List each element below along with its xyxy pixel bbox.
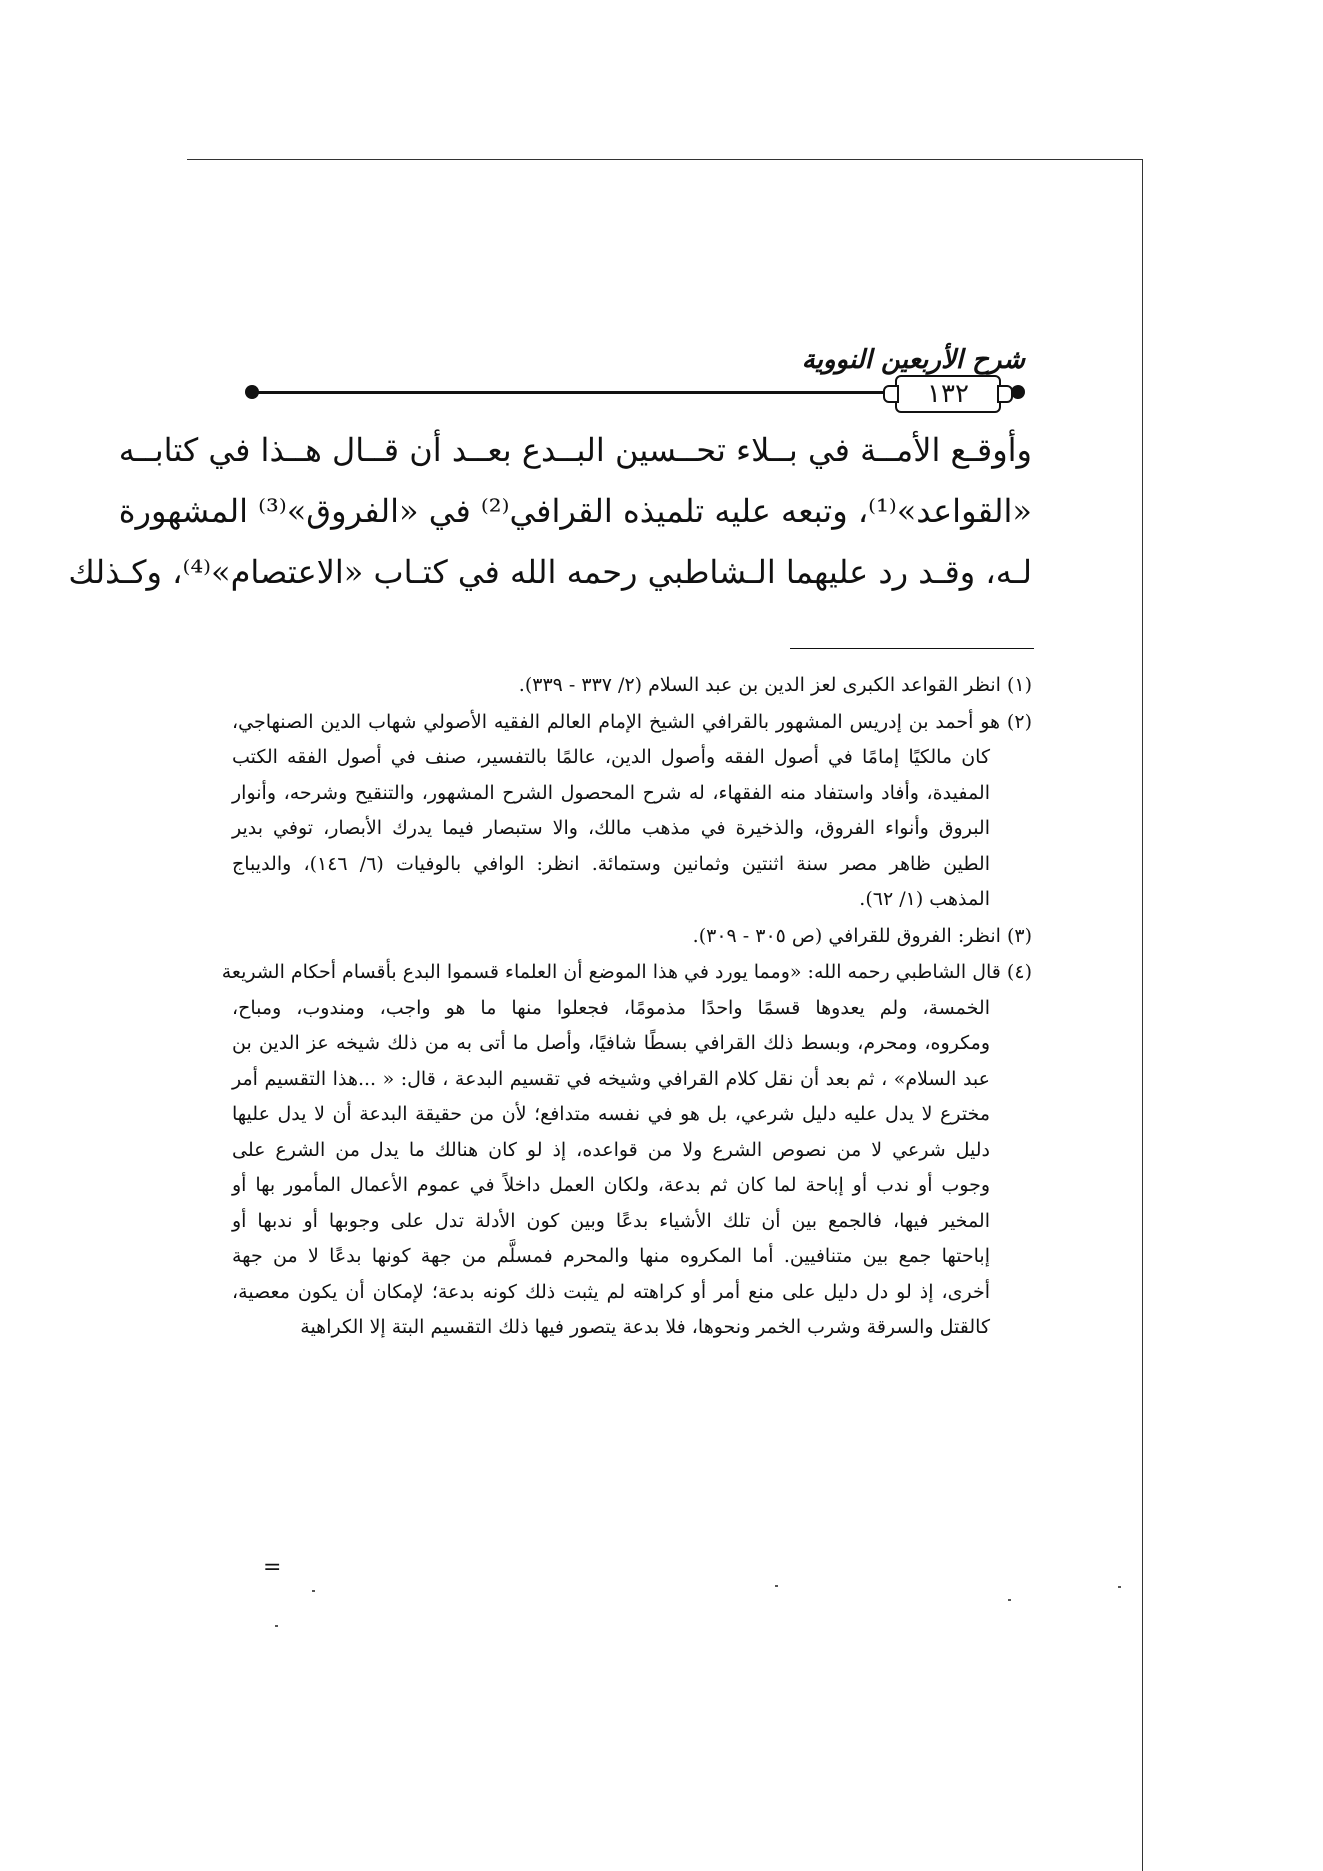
footnote-line: وجوب أو ندب أو إباحة لما كان ثم بدعة، ولكان العمل داخلاً في عموم الأعمال المأمور بها أو — [232, 1174, 990, 1196]
footnote-line: (٣) انظر: الفروق للقرافي (ص ٣٠٥ - ٣٠٩). — [692, 924, 1032, 947]
footnote-line: البروق وأنواء الفروق، والذخيرة في مذهب مالك، والا ستبصار فيما يدرك الأبصار، توفي بدير — [232, 817, 990, 839]
footnote-line: كالقتل والسرقة وشرب الخمر ونحوها، فلا بدعة يتصور فيها ذلك التقسيم البتة إلا الكراهية — [300, 1316, 990, 1338]
footnote — [232, 705, 1032, 918]
header-rule-left-dot — [245, 385, 259, 399]
header-rule-right-dot — [1011, 385, 1025, 399]
main-text-line: وأوقـع الأمــة في بــلاء تحــسين البــدع بعــد أن قــال هــذا في كتابــه — [118, 431, 1032, 469]
main-text-line: «القواعد»⁽¹⁾، وتبعه عليه تلميذه القرافي⁽²⁾ في «الفروق»⁽³⁾ المشهورة — [118, 492, 1032, 530]
footnote-line: كان مالكيًا إمامًا في أصول الفقه وأصول الدين، عالمًا بالتفسير، صنف في أصول الفقه الكتب — [232, 746, 990, 768]
footnote-line: المفيدة، وأفاد واستفاد منه الفقهاء، له شرح المحصول الشرح المشهور، والتنقيح وشرحه، وأنوار — [232, 781, 990, 804]
footnote-line: المخير فيها، فالجمع بين أن تلك الأشياء بدعًا وبين كون الأدلة تدل على وجوبها أو ندبها أو — [232, 1209, 990, 1232]
footnote-line: مخترع لا يدل عليه دليل شرعي، بل هو في نفسه متدافع؛ لأن من حقيقة البدعة أن لا يدل عليها — [232, 1103, 990, 1125]
page-frame-top-border — [187, 159, 1143, 160]
footnote-line: إباحتها جمع بين متنافيين. أما المكروه منها والمحرم فمسلَّم من جهة كونها بدعًا لا من جهة — [232, 1245, 990, 1267]
footnote-line: أخرى، إذ لو دل دليل على منع أمر أو كراهته لم يثبت ذلك كونه بدعة؛ لإمكان أن يكون معصية، — [232, 1280, 990, 1303]
running-title: شرح الأربعين النووية — [801, 345, 1025, 375]
continuation-mark: = — [263, 1555, 282, 1580]
footnote-separator — [790, 648, 1034, 649]
footnote-line: الطين ظاهر مصر سنة اثنتين وثمانين وستمائة. انظر: الوافي بالوفيات (٦/ ١٤٦)، والديباج — [232, 852, 990, 875]
page-number: ١٣٢ — [895, 375, 1001, 413]
footnote-line: (٢) هو أحمد بن إدريس المشهور بالقرافي الشيخ الإمام العالم الفقيه الأصولي شهاب الدين الصنهاجي، — [232, 710, 1032, 733]
footnotes — [221, 668, 1032, 1347]
page-frame-right-border — [1142, 159, 1143, 1871]
footnote-line: ومكروه، ومحرم، وبسط ذلك القرافي بسطًا شافيًا، وأصل ما أتى به من ذلك شيخه عز الدين بن — [232, 1032, 990, 1054]
footnote-line: (٤) قال الشاطبي رحمه الله: «ومما يورد في هذا الموضع أن العلماء قسموا البدع بأقسام أحكام الشريعة — [221, 961, 1032, 983]
scan-speck — [312, 1590, 315, 1592]
scan-speck — [275, 1625, 278, 1627]
main-text — [68, 420, 1032, 603]
footnote-line: (١) انظر القواعد الكبرى لعز الدين بن عبد السلام (٢/ ٣٣٧ - ٣٣٩). — [518, 674, 1032, 696]
footnote-line: الخمسة، ولم يعدوها قسمًا واحدًا مذمومًا، فجعلوا منها ما هو واجب، ومندوب، ومباح، — [232, 996, 990, 1019]
scan-speck — [1008, 1599, 1011, 1601]
footnote — [221, 955, 1032, 1346]
scan-speck — [1118, 1586, 1121, 1588]
footnote — [232, 668, 1032, 704]
main-text-line: لـه، وقـد رد عليهما الـشاطبي رحمه الله في كتـاب «الاعتصام»⁽⁴⁾، وكـذلك — [68, 553, 1032, 591]
page-header — [245, 345, 1025, 415]
footnote — [232, 919, 1032, 955]
footnote-line: دليل شرعي لا من نصوص الشرع ولا من قواعده، إذ لو كان هنالك ما يدل من الشرع على — [232, 1138, 990, 1161]
footnote-line: المذهب (١/ ٦٢). — [859, 888, 990, 910]
scan-speck — [775, 1585, 778, 1587]
footnote-line: عبد السلام» ، ثم بعد أن نقل كلام القرافي وشيخه في تقسيم البدعة ، قال: « ...هذا التقسيم أمر — [232, 1067, 990, 1090]
